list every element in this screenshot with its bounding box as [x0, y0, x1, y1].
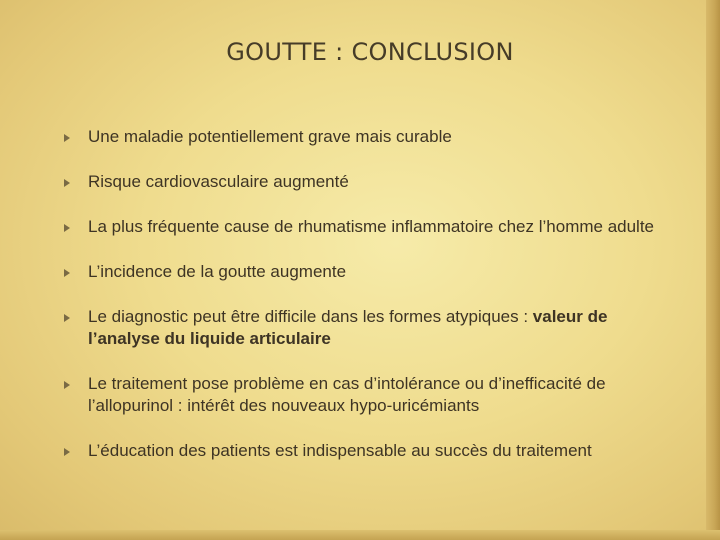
bullet-text: Le diagnostic peut être difficile dans les formes atypiques : — [88, 307, 533, 326]
triangle-bullet-icon — [64, 134, 70, 142]
bullet-item — [62, 261, 672, 283]
bullet-item — [62, 373, 672, 417]
bottom-edge — [0, 530, 720, 540]
triangle-bullet-icon — [64, 314, 70, 322]
bullet-item — [62, 171, 672, 193]
triangle-bullet-icon — [64, 224, 70, 232]
slide-title: GOUTTE : CONCLUSION — [226, 38, 514, 66]
bullet-text: Le traitement pose problème en cas d’intolérance ou d’inefficacité de l’allopurinol : intérêt des nouveaux hypo-uricémiants — [88, 374, 606, 415]
triangle-bullet-icon — [64, 381, 70, 389]
bullet-item — [62, 126, 672, 148]
triangle-bullet-icon — [64, 179, 70, 187]
bullet-text: Risque cardiovasculaire augmenté — [88, 172, 349, 191]
bullet-item — [62, 216, 672, 238]
bullet-text: L’incidence de la goutte augmente — [88, 262, 347, 281]
bullet-text: L’éducation des patients est indispensable au succès du traitement — [88, 441, 592, 460]
bullet-item — [62, 440, 672, 462]
bullet-text-bold: valeur de l’analyse du liquide articulaire — [88, 307, 608, 348]
triangle-bullet-icon — [64, 448, 70, 456]
bullet-list — [62, 126, 672, 485]
bullet-item — [62, 306, 672, 350]
page-edge — [706, 0, 720, 540]
bullet-text: Une maladie potentiellement grave mais curable — [88, 127, 452, 146]
triangle-bullet-icon — [64, 269, 70, 277]
bullet-text: La plus fréquente cause de rhumatisme inflammatoire chez l’homme adulte — [88, 217, 655, 236]
